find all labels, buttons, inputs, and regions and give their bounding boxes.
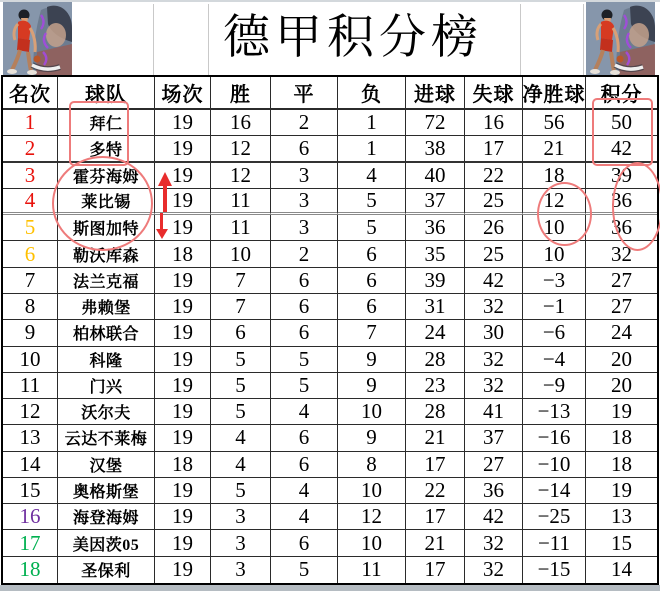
team-name: 奥格斯堡 xyxy=(58,478,155,504)
cell-drawn: 4 xyxy=(271,399,338,425)
column-header-lost: 负 xyxy=(338,77,406,110)
cell-ga: 27 xyxy=(465,452,523,478)
cell-pts: 39 xyxy=(586,163,657,189)
cell-drawn: 6 xyxy=(271,294,338,320)
cell-won: 4 xyxy=(211,425,271,451)
cell-gf: 40 xyxy=(406,163,465,189)
cell-gd: −13 xyxy=(523,399,586,425)
cell-pts: 36 xyxy=(586,189,657,215)
cell-drawn: 6 xyxy=(271,136,338,162)
cell-rank: 6 xyxy=(3,241,58,267)
cell-drawn: 6 xyxy=(271,452,338,478)
team-name: 科隆 xyxy=(58,347,155,373)
cell-pts: 32 xyxy=(586,241,657,267)
column-header-gf: 进球 xyxy=(406,77,465,110)
cell-pts: 50 xyxy=(586,110,657,136)
column-header-drawn: 平 xyxy=(271,77,338,110)
cell-lost: 9 xyxy=(338,373,406,399)
cell-lost: 4 xyxy=(338,163,406,189)
cell-gf: 37 xyxy=(406,189,465,215)
team-name: 勒沃库森 xyxy=(58,241,155,267)
team-name: 门兴 xyxy=(58,373,155,399)
cell-gf: 28 xyxy=(406,347,465,373)
cell-played: 19 xyxy=(155,504,211,530)
cell-played: 19 xyxy=(155,163,211,189)
cell-rank: 13 xyxy=(3,425,58,451)
cell-gd: 10 xyxy=(523,241,586,267)
cell-gf: 72 xyxy=(406,110,465,136)
cell-gd: −3 xyxy=(523,268,586,294)
cell-ga: 25 xyxy=(465,189,523,215)
slam-dunk-artwork-left xyxy=(3,2,72,75)
cell-played: 18 xyxy=(155,452,211,478)
cell-played: 19 xyxy=(155,215,211,241)
cell-won: 12 xyxy=(211,136,271,162)
cell-lost: 7 xyxy=(338,320,406,346)
cell-drawn: 4 xyxy=(271,504,338,530)
cell-gd: −4 xyxy=(523,347,586,373)
cell-rank: 8 xyxy=(3,294,58,320)
cell-pts: 27 xyxy=(586,294,657,320)
cell-lost: 10 xyxy=(338,399,406,425)
cell-ga: 36 xyxy=(465,478,523,504)
cell-gd: −1 xyxy=(523,294,586,320)
cell-lost: 5 xyxy=(338,215,406,241)
cell-gd: 10 xyxy=(523,215,586,241)
cell-pts: 14 xyxy=(611,557,632,582)
cell-drawn: 5 xyxy=(271,347,338,373)
cell-ga: 32 xyxy=(465,530,523,556)
cell-gd: 56 xyxy=(523,110,586,136)
team-name: 柏林联合 xyxy=(58,320,155,346)
cell-won: 5 xyxy=(211,347,271,373)
cell-lost: 6 xyxy=(338,294,406,320)
cell-pts: 18 xyxy=(586,425,657,451)
cell-won: 6 xyxy=(211,320,271,346)
cell-gf: 39 xyxy=(406,268,465,294)
cell-drawn: 2 xyxy=(271,241,338,267)
cell-gd: 18 xyxy=(523,163,586,189)
cell-ga: 41 xyxy=(465,399,523,425)
cell-gf: 31 xyxy=(406,294,465,320)
cell-drawn: 2 xyxy=(271,110,338,136)
cell-played: 19 xyxy=(155,399,211,425)
cell-lost: 6 xyxy=(338,241,406,267)
column-header-pts: 积分 xyxy=(586,77,657,110)
cell-gd: −25 xyxy=(523,504,586,530)
cell-rank: 16 xyxy=(3,504,58,530)
cell-gd: −14 xyxy=(523,478,586,504)
cell-won: 5 xyxy=(211,399,271,425)
cell-won: 7 xyxy=(211,294,271,320)
cell-ga: 42 xyxy=(465,268,523,294)
cell-gf: 24 xyxy=(406,320,465,346)
cell-lost: 8 xyxy=(338,452,406,478)
column-header-won: 胜 xyxy=(211,77,271,110)
cell-ga: 25 xyxy=(465,241,523,267)
team-name: 霍芬海姆 xyxy=(58,163,155,189)
column-header-rank: 名次 xyxy=(3,77,58,110)
cell-gf: 38 xyxy=(406,136,465,162)
cell-played: 19 xyxy=(155,136,211,162)
cell-ga: 32 xyxy=(465,557,523,583)
column-header-played: 场次 xyxy=(155,77,211,110)
cell-won: 12 xyxy=(211,163,271,189)
team-name: 海登海姆 xyxy=(58,504,155,530)
standings-table xyxy=(1,75,659,585)
cell-ga: 16 xyxy=(465,110,523,136)
cell-rank: 1 xyxy=(3,110,58,136)
cell-won: 3 xyxy=(211,557,271,583)
cell-rank: 4 xyxy=(3,189,58,215)
cell-drawn: 6 xyxy=(271,320,338,346)
cell-lost: 9 xyxy=(338,347,406,373)
cell-gf: 23 xyxy=(406,373,465,399)
cell-gd: −11 xyxy=(523,530,586,556)
cell-lost: 11 xyxy=(338,557,406,583)
team-name: 拜仁 xyxy=(58,110,155,136)
cell-played: 19 xyxy=(155,478,211,504)
cell-won: 7 xyxy=(211,268,271,294)
cell-pts: 19 xyxy=(586,399,657,425)
cell-played: 19 xyxy=(155,110,211,136)
cell-drawn: 5 xyxy=(271,557,338,583)
cell-played: 19 xyxy=(155,347,211,373)
cell-lost: 5 xyxy=(338,189,406,215)
cell-played: 19 xyxy=(155,425,211,451)
cell-gf: 36 xyxy=(406,215,465,241)
cell-rank: 3 xyxy=(3,163,58,189)
cell-pts: 20 xyxy=(586,373,657,399)
cell-rank: 15 xyxy=(3,478,58,504)
cell-won: 16 xyxy=(211,110,271,136)
cell-rank: 5 xyxy=(3,215,58,241)
cell-pts: 13 xyxy=(586,504,657,530)
cell-played: 19 xyxy=(155,557,211,583)
cell-gd: −6 xyxy=(523,320,586,346)
page-title: 德甲积分榜 xyxy=(223,12,483,64)
cell-lost: 1 xyxy=(338,110,406,136)
cell-rank: 11 xyxy=(3,373,58,399)
cell-ga: 30 xyxy=(465,320,523,346)
cell-won: 11 xyxy=(211,189,271,215)
cell-played: 19 xyxy=(155,373,211,399)
cell-pts: 27 xyxy=(586,268,657,294)
cell-rank: 12 xyxy=(3,399,58,425)
cell-drawn: 3 xyxy=(271,215,338,241)
cell-won: 3 xyxy=(211,504,271,530)
cell-ga: 37 xyxy=(465,425,523,451)
cell-gf: 21 xyxy=(406,530,465,556)
cell-gd: −9 xyxy=(523,373,586,399)
cell-pts: 42 xyxy=(586,136,657,162)
cell-ga: 42 xyxy=(465,504,523,530)
cell-rank: 2 xyxy=(3,136,58,162)
cell-drawn: 6 xyxy=(271,268,338,294)
slam-dunk-artwork-right xyxy=(586,2,655,75)
team-name: 云达不莱梅 xyxy=(58,425,155,451)
cell-drawn: 5 xyxy=(271,373,338,399)
cell-rank: 14 xyxy=(3,452,58,478)
cell-ga: 26 xyxy=(465,215,523,241)
cell-lost: 10 xyxy=(338,530,406,556)
cell-pts: 24 xyxy=(586,320,657,346)
cell-pts: 20 xyxy=(586,347,657,373)
cell-won: 3 xyxy=(211,530,271,556)
cell-ga: 32 xyxy=(465,347,523,373)
cell-pts: 18 xyxy=(586,452,657,478)
cell-drawn: 4 xyxy=(271,478,338,504)
cell-drawn: 3 xyxy=(271,189,338,215)
team-name: 美因茨05 xyxy=(58,530,155,556)
cell-played: 19 xyxy=(155,294,211,320)
cell-gd: −10 xyxy=(523,452,586,478)
cell-ga: 17 xyxy=(465,136,523,162)
cell-drawn: 6 xyxy=(271,530,338,556)
cell-rank: 7 xyxy=(3,268,58,294)
cell-ga: 32 xyxy=(465,373,523,399)
cell-pts: 19 xyxy=(586,478,657,504)
cell-gd: −15 xyxy=(523,557,586,583)
column-header-team: 球队 xyxy=(58,77,155,110)
cell-ga: 32 xyxy=(465,294,523,320)
cell-drawn: 3 xyxy=(271,163,338,189)
cell-pts: 15 xyxy=(586,530,657,556)
cell-gd: −16 xyxy=(523,425,586,451)
cell-played: 19 xyxy=(155,530,211,556)
cell-gf: 17 xyxy=(406,557,465,583)
cell-gf: 35 xyxy=(406,241,465,267)
column-header-gd: 净胜球 xyxy=(523,77,586,110)
cell-gf: 17 xyxy=(406,504,465,530)
bottom-border-strip xyxy=(0,585,660,591)
cell-lost: 1 xyxy=(338,136,406,162)
cell-rank: 17 xyxy=(3,530,58,556)
cell-gf: 21 xyxy=(406,425,465,451)
cell-won: 4 xyxy=(211,452,271,478)
cell-gd: 12 xyxy=(523,189,586,215)
team-name: 沃尔夫 xyxy=(58,399,155,425)
cell-ga: 22 xyxy=(465,163,523,189)
cell-played: 19 xyxy=(155,189,211,215)
cell-lost: 12 xyxy=(338,504,406,530)
cell-pts: 36 xyxy=(586,215,657,241)
cell-won: 5 xyxy=(211,478,271,504)
column-header-ga: 失球 xyxy=(465,77,523,110)
cell-played: 19 xyxy=(155,320,211,346)
cell-played: 19 xyxy=(155,268,211,294)
cell-lost: 6 xyxy=(338,268,406,294)
cell-gd: 21 xyxy=(523,136,586,162)
cell-won: 5 xyxy=(211,373,271,399)
team-name: 弗赖堡 xyxy=(58,294,155,320)
team-name: 法兰克福 xyxy=(58,268,155,294)
cell-played: 18 xyxy=(155,241,211,267)
cell-gf: 17 xyxy=(406,452,465,478)
cell-rank: 10 xyxy=(3,347,58,373)
team-name: 斯图加特 xyxy=(58,215,155,241)
cell-rank: 9 xyxy=(3,320,58,346)
team-name: 莱比锡 xyxy=(58,189,155,215)
cell-lost: 10 xyxy=(338,478,406,504)
cell-gf: 22 xyxy=(406,478,465,504)
cell-rank: 18 xyxy=(3,557,58,583)
team-name: 多特 xyxy=(58,136,155,162)
team-name: 汉堡 xyxy=(58,452,155,478)
cell-lost: 9 xyxy=(338,425,406,451)
team-name: 圣保利 xyxy=(58,557,155,583)
cell-drawn: 6 xyxy=(271,425,338,451)
cell-won: 10 xyxy=(211,241,271,267)
cell-won: 11 xyxy=(211,215,271,241)
cell-gf: 28 xyxy=(406,399,465,425)
